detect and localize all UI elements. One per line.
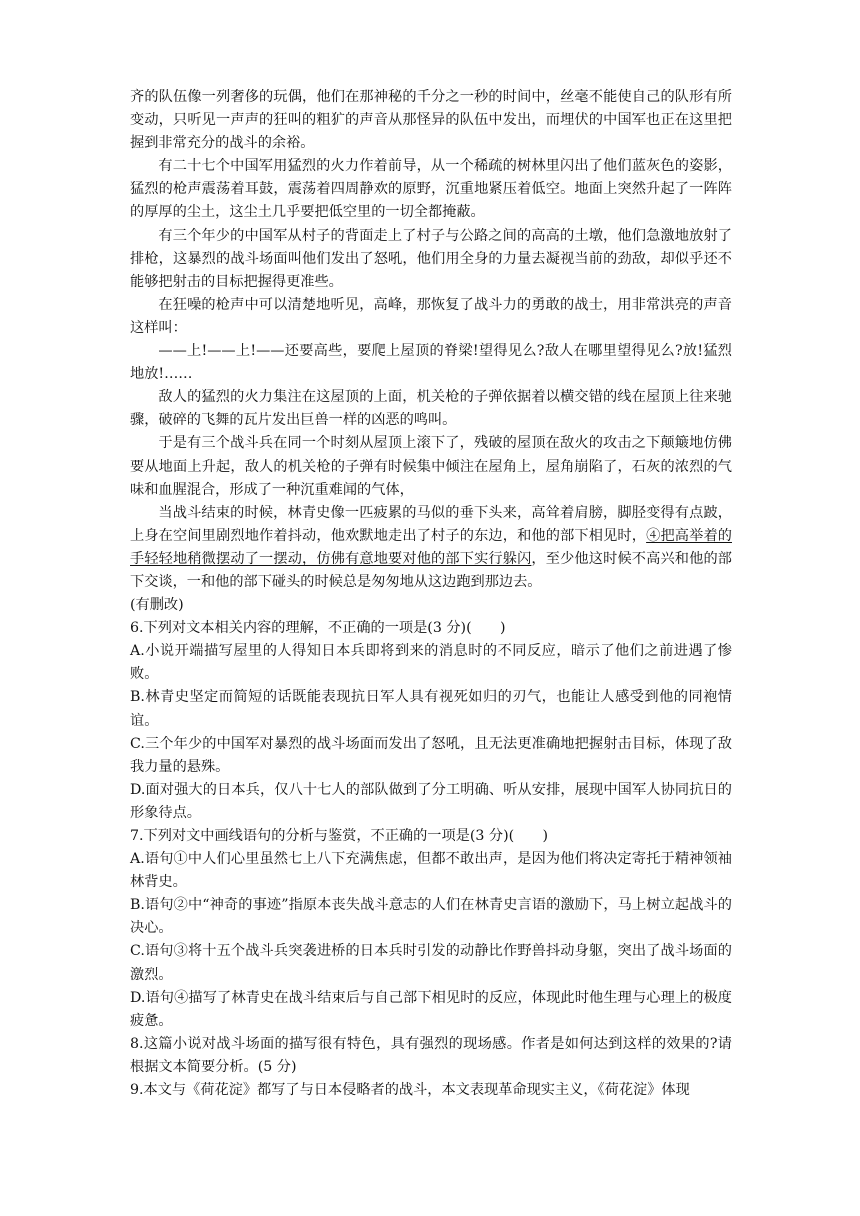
passage-paragraph: ——上!——上!——还要高些，要爬上屋顶的脊梁!望得见么?敌人在哪里望得见么?放!猛烈地放!…… bbox=[130, 343, 732, 383]
passage-text: 当战斗结束的时候，林青史像一匹疲累的马似的垂下头来，高耸着肩膀，脚胫变得有点跛，上身在空间里剧烈地作着抖动，他欢默地走出了村子的东边，和他的部下相见时， bbox=[130, 504, 732, 544]
question-stem: 6.下列对文本相关内容的理解，不正确的一项是(3 分)( ) bbox=[130, 620, 506, 637]
option-d: D.语句④描写了林青史在战斗结束后与自己部下相见时的反应，体现此时他生理与心理上的极度疲惫。 bbox=[130, 989, 732, 1029]
question-7 bbox=[130, 825, 732, 1033]
question-stem: 8.这篇小说对战斗场面的描写很有特色，具有强烈的现场感。作者是如何达到这样的效果的?请根据文本简要分析。(5 分) bbox=[130, 1035, 732, 1075]
option-b: B.林青史坚定而简短的话既能表现抗日军人具有视死如归的刃气，也能让人感受到他的同袍情谊。 bbox=[130, 689, 732, 729]
option-c: C.三个年少的中国军对暴烈的战斗场面而发出了怒吼，且无法更准确地把握射击目标，体现了敌我力量的悬殊。 bbox=[130, 735, 732, 775]
document-page bbox=[130, 86, 732, 1102]
passage-paragraph bbox=[130, 502, 732, 594]
question-stem: 9.本文与《荷花淀》都写了与日本侵略者的战斗，本文表现革命现实主义，《荷花淀》体现 bbox=[130, 1082, 690, 1099]
question-9 bbox=[130, 1079, 732, 1102]
option-d: D.面对强大的日本兵，仅八十七人的部队做到了分工明确、听从安排，展现中国军人协同抗日的形象待点。 bbox=[130, 781, 732, 821]
passage-paragraph: 敌人的猛烈的火力集注在这屋顶的上面，机关枪的子弹依据着以横交错的线在屋顶上往来驰骤，破碎的飞舞的瓦片发出巨兽一样的凶恶的鸣叫。 bbox=[130, 389, 732, 429]
option-c: C.语句③将十五个战斗兵突袭进桥的日本兵时引发的动静比作野兽抖动身躯，突出了战斗场面的激烈。 bbox=[130, 943, 732, 983]
option-b: B.语句②中“神奇的事迹”指原本丧失战斗意志的人们在林青史言语的激励下，马上树立起战斗的决心。 bbox=[130, 897, 732, 937]
underlined-sentence-4: ④把高举着的手轻轻地稍微摆动了一摆动，仿佛有意地要对他的部下实行躲闪 bbox=[130, 527, 732, 567]
question-8 bbox=[130, 1033, 732, 1079]
passage-text: ，至少他这时候不高兴和他的部下交谈，一和他的部下碰头的时候总是匆匆地从这边跑到那边去。 bbox=[130, 550, 732, 590]
option-a: A.语句①中人们心里虽然七上八下充满焦虑，但都不敢出声，是因为他们将决定寄托于精神领袖林背史。 bbox=[130, 851, 732, 891]
passage bbox=[130, 86, 732, 617]
passage-paragraph: 在狂噪的枪声中可以清楚地听见，高峰，那恢复了战斗力的勇敢的战士，用非常洪亮的声音这样叫： bbox=[130, 296, 732, 336]
question-stem: 7.下列对文中画线语句的分析与鉴赏，不正确的一项是(3 分)( ) bbox=[130, 828, 549, 844]
passage-paragraph: 有二十七个中国军用猛烈的火力作着前导，从一个稀疏的树林里闪出了他们蓝灰色的姿影，猛烈的枪声震荡着耳鼓，震荡着四周静欢的原野，沉重地紧压着低空。地面上突然升起了一阵阵的厚厚的尘土，这尘土几乎要把低空里的一切全都掩蔽。 bbox=[130, 158, 732, 221]
passage-paragraph: 有三个年少的中国军从村子的背面走上了村子与公路之间的高高的土墩，他们急激地放射了排枪，这暴烈的战斗场面叫他们发出了怒吼，他们用全身的力量去凝视当前的劲敌，却似乎还不能够把射击的目标把握得更准些。 bbox=[130, 227, 732, 290]
passage-paragraph: 齐的队伍像一列奢侈的玩偶，他们在那神秘的千分之一秒的时间中，丝毫不能使自己的队形有所变动，只听见一声声的狂叫的粗犷的声音从那怪异的队伍中发出，而埋伏的中国军也正在这里把握到非常充分的战斗的余裕。 bbox=[130, 89, 732, 152]
question-6 bbox=[130, 617, 732, 825]
revision-note: (有删改) bbox=[130, 597, 184, 614]
passage-paragraph: 于是有三个战斗兵在同一个时刻从屋顶上滚下了，残破的屋顶在敌火的攻击之下颠簸地仿佛要从地面上升起，敌人的机关枪的子弹有时候集中倾注在屋角上，屋角崩陷了，石灰的浓烈的气味和血腥混合，形成了一种沉重难闻的气体， bbox=[130, 435, 732, 498]
option-a: A.小说开端描写屋里的人得知日本兵即将到来的消息时的不同反应，暗示了他们之前进遇了惨败。 bbox=[130, 643, 732, 683]
